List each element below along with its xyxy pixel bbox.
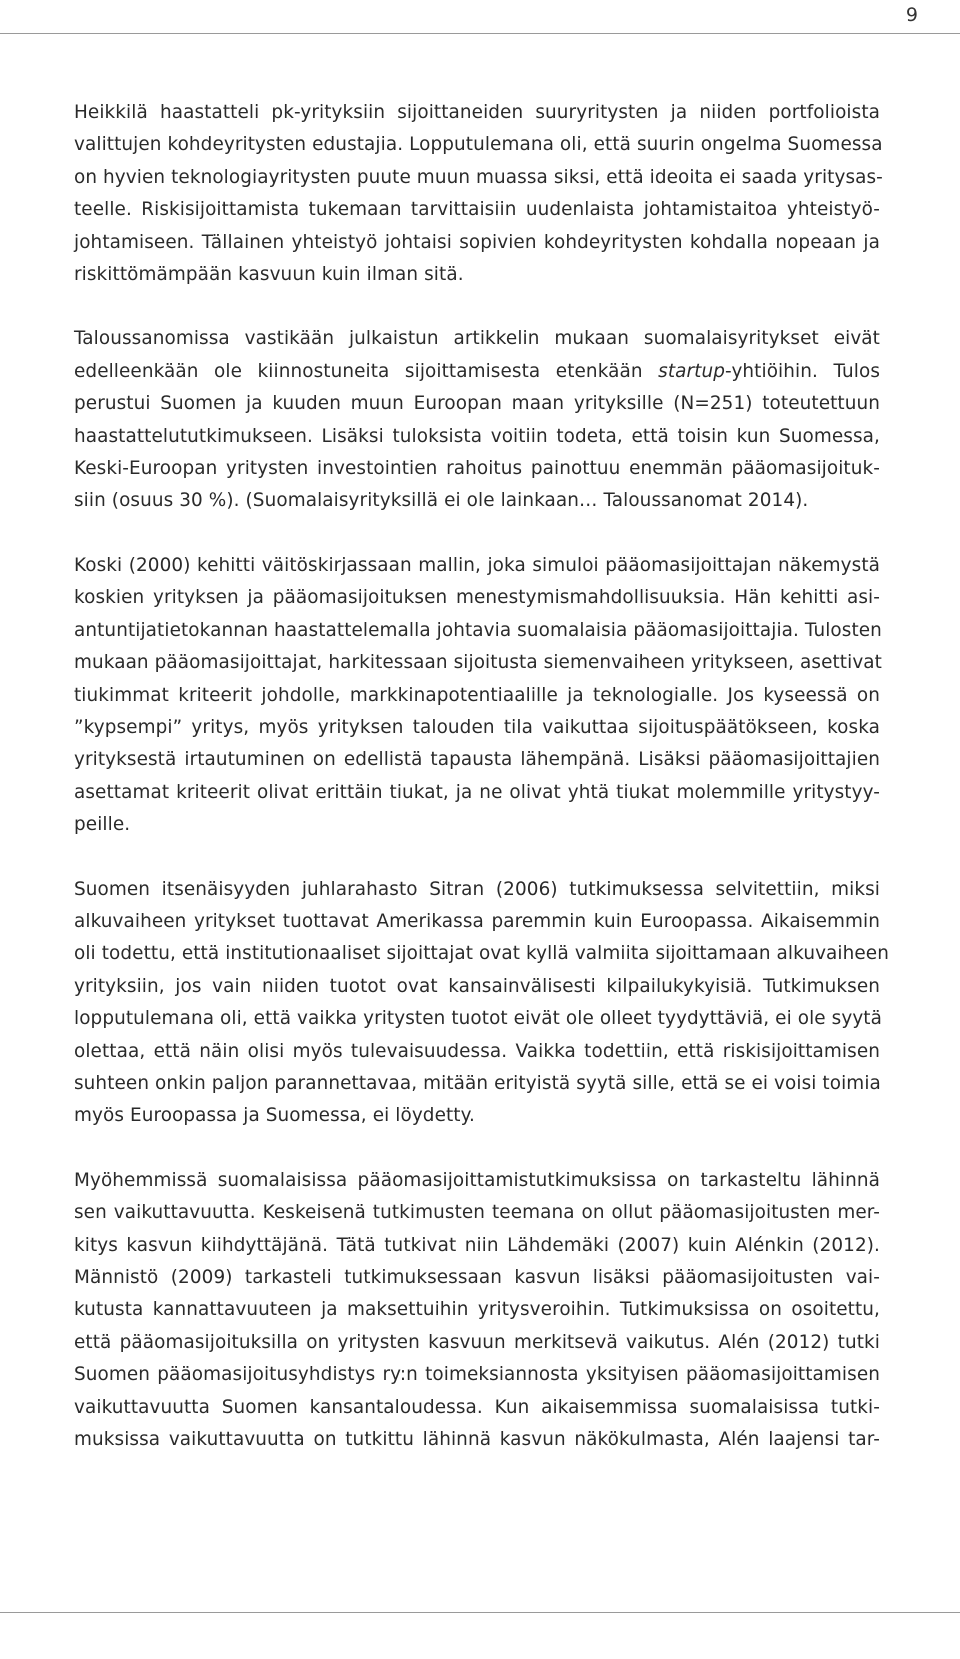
header-divider <box>0 33 960 34</box>
paragraph-3 <box>74 550 880 842</box>
text-line: että pääomasijoituksilla on yritysten kasvuun merkitsevä vaikutus. Alén (2012) tutki <box>74 1331 880 1353</box>
text-line: Taloussanomissa vastikään julkaistun artikkelin mukaan suomalaisyritykset eivät <box>74 328 880 350</box>
text-line: Koski (2000) kehitti väitöskirjassaan mallin, joka simuloi pääomasijoittajan näkemystä <box>74 554 880 576</box>
text-line: myös Euroopassa ja Suomessa, ei löydetty. <box>74 1105 475 1127</box>
text-line: siin (osuus 30 %). (Suomalaisyrityksillä ei ole lainkaan… Taloussanomat 2014). <box>74 490 809 512</box>
footer-divider <box>0 1612 960 1613</box>
text-line: Myöhemmissä suomalaisissa pääomasijoittamistutkimuksissa on tarkasteltu lähinnä <box>74 1169 880 1191</box>
text-line-with-italic <box>74 356 880 388</box>
text-segment: edelleenkään ole kiinnostuneita sijoittamisesta etenkään <box>74 360 659 382</box>
paragraph-5 <box>74 1165 880 1457</box>
text-line: teelle. Riskisijoittamista tukemaan tarvittaisiin uudenlaista johtamistaitoa yhteistyö- <box>74 199 880 221</box>
text-line: on hyvien teknologiayritysten puute muun muassa siksi, että ideoita ei saada yritysas- <box>74 166 883 188</box>
text-line: koskien yrityksen ja pääomasijoituksen menestymismahdollisuuksia. Hän kehitti asi- <box>74 587 880 609</box>
text-line: sen vaikuttavuutta. Keskeisenä tutkimusten teemana on ollut pääomasijoitusten mer- <box>74 1202 880 1224</box>
text-segment: -yhtiöihin. Tulos <box>725 360 880 382</box>
text-line: perustui Suomen ja kuuden muun Euroopan maan yrityksille (N=251) toteutettuun <box>74 393 880 415</box>
text-line: ”kypsempi” yritys, myös yrityksen talouden tila vaikuttaa sijoituspäätökseen, koska <box>74 716 880 738</box>
document-body <box>74 97 889 1488</box>
page-number: 9 <box>905 4 918 26</box>
paragraph-2 <box>74 323 880 517</box>
text-line: tiukimmat kriteerit johdolle, markkinapotentiaalille ja teknologialle. Jos kyseessä on <box>74 684 880 706</box>
text-line: riskittömämpään kasvuun kuin ilman sitä. <box>74 264 464 286</box>
text-line: johtamiseen. Tällainen yhteistyö johtaisi sopivien kohdeyritysten kohdalla nopeaan ja <box>74 231 880 253</box>
text-line: Männistö (2009) tarkasteli tutkimuksessaan kasvun lisäksi pääomasijoitusten vai- <box>74 1267 880 1288</box>
text-line: Suomen itsenäisyyden juhlarahasto Sitran (2006) tutkimuksessa selvitettiin, miksi <box>74 878 880 900</box>
text-line: Suomen pääomasijoitusyhdistys ry:n toimeksiannosta yksityisen pääomasijoittamisen <box>74 1364 880 1386</box>
text-line: lopputulemana oli, että vaikka yritysten tuotot eivät ole olleet tyydyttäviä, ei ole syytä <box>74 1008 882 1030</box>
text-line: suhteen onkin paljon parannettavaa, mitään erityistä syytä sille, että se ei voisi toimia <box>74 1072 881 1094</box>
text-line: yrityksiin, jos vain niiden tuotot ovat kansainvälisesti kilpailukykyisiä. Tutkimuksen <box>74 975 880 997</box>
text-line: oli todettu, että institutionaaliset sijoittajat ovat kyllä valmiita sijoittamaan alkuvaiheen <box>74 943 889 965</box>
text-line: antuntijatietokannan haastattelemalla johtavia suomalaisia pääomasijoittajia. Tulosten <box>74 619 882 641</box>
text-line: vaikuttavuutta Suomen kansantaloudessa. Kun aikaisemmissa suomalaisissa tutki- <box>74 1396 880 1418</box>
text-line: kutusta kannattavuuteen ja maksettuihin yritysveroihin. Tutkimuksissa on osoitettu, <box>74 1299 880 1321</box>
text-line: haastattelututkimukseen. Lisäksi tuloksista voitiin todeta, että toisin kun Suomessa, <box>74 425 880 447</box>
text-line: muksissa vaikuttavuutta on tutkittu lähinnä kasvun näkökulmasta, Alén laajensi tar- <box>74 1429 880 1451</box>
text-line: Heikkilä haastatteli pk-yrityksiin sijoittaneiden suuryritysten ja niiden portfolioista <box>74 102 880 123</box>
text-line: yrityksestä irtautuminen on edellistä tapausta lähempänä. Lisäksi pääomasijoittajien <box>74 749 880 771</box>
text-line: valittujen kohdeyritysten edustajia. Lopputulemana oli, että suurin ongelma Suomessa <box>74 134 883 156</box>
text-line: peille. <box>74 814 131 836</box>
italic-term: startup <box>658 360 726 382</box>
paragraph-1 <box>74 97 883 291</box>
text-line: alkuvaiheen yritykset tuottavat Amerikassa paremmin kuin Euroopassa. Aikaisemmin <box>74 910 880 932</box>
paragraph-4 <box>74 874 889 1133</box>
text-line: Keski-Euroopan yritysten investointien rahoitus painottuu enemmän pääomasijoituk- <box>74 458 880 480</box>
text-line: kitys kasvun kiihdyttäjänä. Tätä tutkivat niin Lähdemäki (2007) kuin Alénkin (2012). <box>74 1234 880 1256</box>
text-line: asettamat kriteerit olivat erittäin tiukat, ja ne olivat yhtä tiukat molemmille yritystyy- <box>74 781 880 803</box>
text-line: mukaan pääomasijoittajat, harkitessaan sijoitusta siemenvaiheen yritykseen, asettivat <box>74 652 882 674</box>
text-line: olettaa, että näin olisi myös tulevaisuudessa. Vaikka todettiin, että riskisijoittamisen <box>74 1040 880 1062</box>
